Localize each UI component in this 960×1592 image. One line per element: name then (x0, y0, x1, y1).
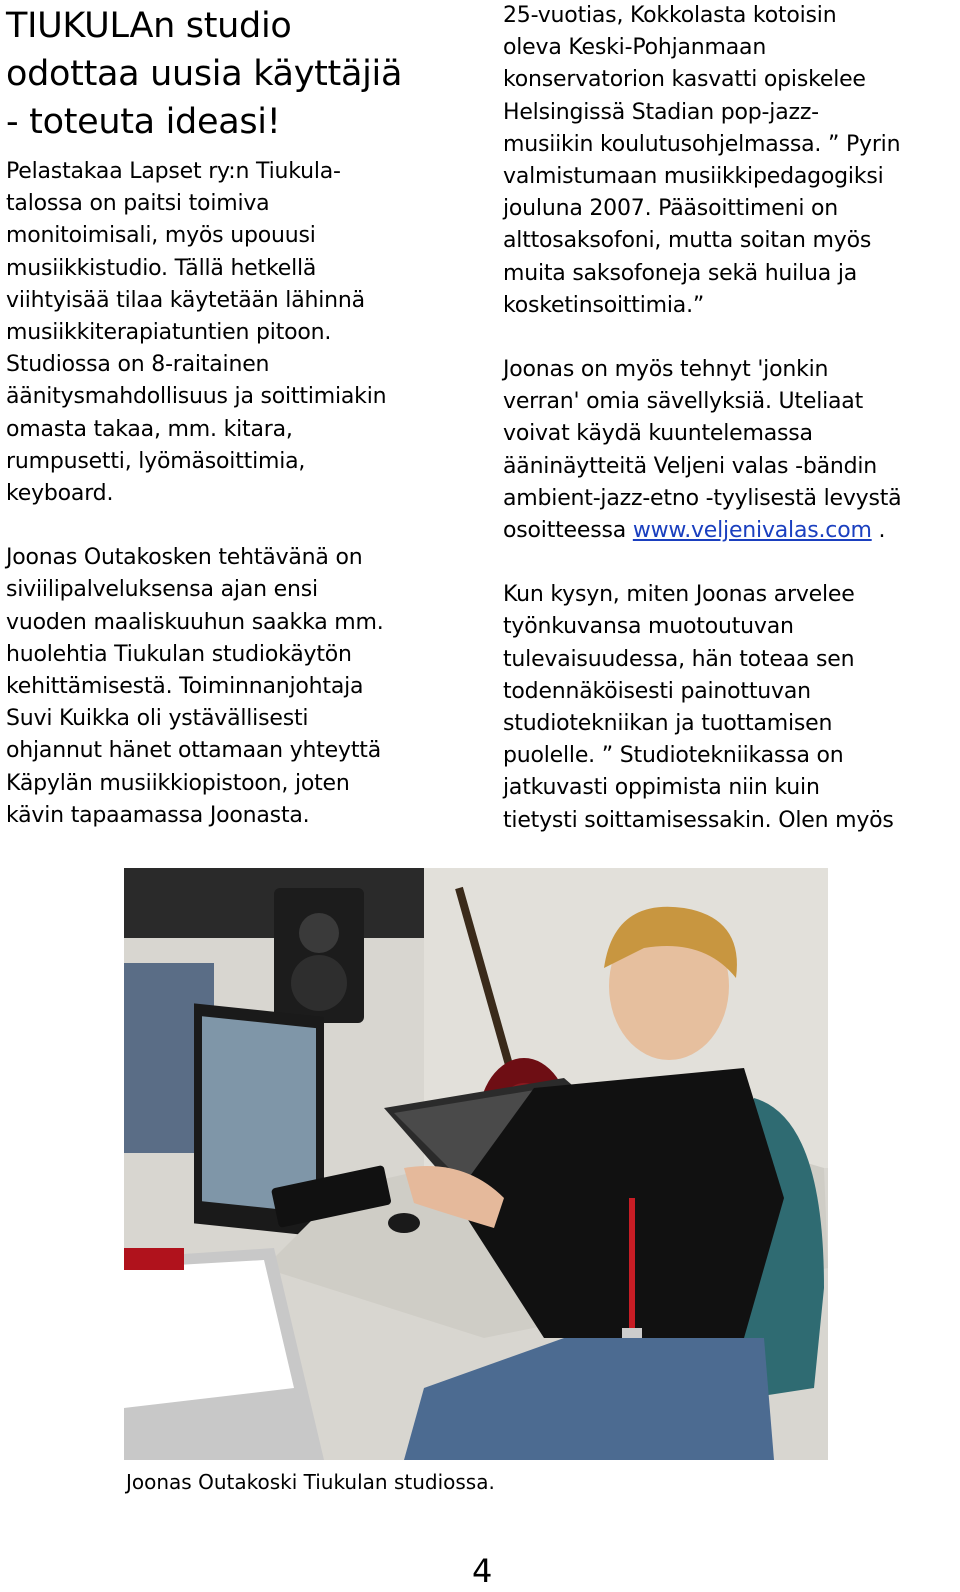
text-line: tulevaisuudessa, hän toteaa sen (503, 646, 855, 672)
text-line: viihtyisää tilaa käytetään lähinnä (6, 287, 365, 313)
text-line: kosketinsoittimia.” (503, 292, 705, 318)
text-line: oleva Keski-Pohjanmaan (503, 35, 767, 61)
text-line: työnkuvansa muotoutuvan (503, 614, 794, 640)
text-line: . (871, 518, 886, 544)
text-line: Joonas on myös tehnyt 'jonkin (503, 357, 829, 383)
text-line: voivat käydä kuuntelemassa (503, 421, 813, 447)
title-line: odottaa uusia käyttäjiä (6, 54, 403, 94)
text-line: verran' omia sävellyksiä. Uteliaat (503, 389, 864, 415)
text-line: tietysti soittamisessakin. Olen myös (503, 807, 894, 833)
text-line: Pelastakaa Lapset ry:n Tiukula- (6, 159, 341, 184)
text-line: todennäköisesti painottuvan (503, 678, 811, 704)
intro-paragraph (6, 156, 476, 510)
text-line: ääninäytteitä Veljeni valas -bändin (503, 453, 878, 479)
text-line: jouluna 2007. Pääsoittimeni on (503, 196, 839, 222)
text-line: monitoimisali, myös upouusi (6, 223, 316, 249)
studio-monitor-speaker (274, 888, 364, 1023)
text-line: studiotekniikan ja tuottamisen (503, 711, 833, 737)
text-line: ohjannut hänet ottamaan yhteyttä (6, 738, 381, 764)
text-line: talossa on paitsi toimiva (6, 191, 270, 217)
page-number: 4 (472, 1552, 493, 1590)
text-line: osoitteessa (503, 518, 633, 544)
background-paragraph (503, 0, 953, 322)
article-title (6, 0, 476, 146)
text-line: keyboard. (6, 481, 114, 507)
title-line: - toteuta ideasi! (6, 102, 281, 142)
title-line: TIUKULAn studio (6, 6, 292, 46)
text-line: muita saksofoneja sekä huilua ja (503, 260, 858, 286)
studio-photo (124, 868, 828, 1460)
text-line: konservatorion kasvatti opiskelee (503, 67, 866, 93)
text-line: omasta takaa, mm. kitara, (6, 416, 293, 442)
right-column (503, 0, 953, 837)
text-line: musiikin koulutusohjelmassa. ” Pyrin (503, 131, 901, 157)
text-line: Helsingissä Stadian pop-jazz- (503, 99, 819, 125)
text-line: Suvi Kuikka oli ystävällisesti (6, 706, 309, 732)
compositions-paragraph (503, 354, 953, 547)
text-line: äänitysmahdollisuus ja soittimiakin (6, 384, 387, 410)
text-line: musiikkiterapiatuntien pitoon. (6, 320, 332, 346)
text-line: Kun kysyn, miten Joonas arvelee (503, 582, 855, 608)
photo-caption: Joonas Outakoski Tiukulan studiossa. (126, 1470, 495, 1494)
text-line: jatkuvasti oppimista niin kuin (503, 775, 820, 801)
text-line: siviilipalveluksensa ajan ensi (6, 577, 318, 603)
text-line: rumpusetti, lyömäsoittimia, (6, 448, 306, 474)
future-paragraph (503, 579, 953, 837)
text-line: Studiossa on 8-raitainen (6, 352, 270, 378)
left-column (6, 0, 476, 832)
text-line: huolehtia Tiukulan studiokäytön (6, 641, 352, 667)
text-line: vuoden maaliskuuhun saakka mm. (6, 609, 384, 635)
joonas-paragraph (6, 542, 476, 832)
text-line: ambient-jazz-etno -tyylisestä levystä (503, 485, 902, 511)
text-line: 25-vuotias, Kokkolasta kotoisin (503, 3, 837, 28)
text-line: kehittämisestä. Toiminnanjohtaja (6, 674, 364, 700)
text-line: valmistumaan musiikkipedagogiksi (503, 164, 884, 190)
text-line: alttosaksofoni, mutta soitan myös (503, 228, 872, 254)
text-line: puolelle. ” Studiotekniikassa on (503, 743, 844, 769)
text-line: Joonas Outakosken tehtävänä on (6, 545, 363, 571)
text-line: Käpylän musiikkiopistoon, joten (6, 770, 350, 796)
band-website-link[interactable]: www.veljenivalas.com (632, 518, 872, 544)
text-line: musiikkistudio. Tällä hetkellä (6, 255, 317, 281)
text-line: kävin tapaamassa Joonasta. (6, 802, 310, 828)
